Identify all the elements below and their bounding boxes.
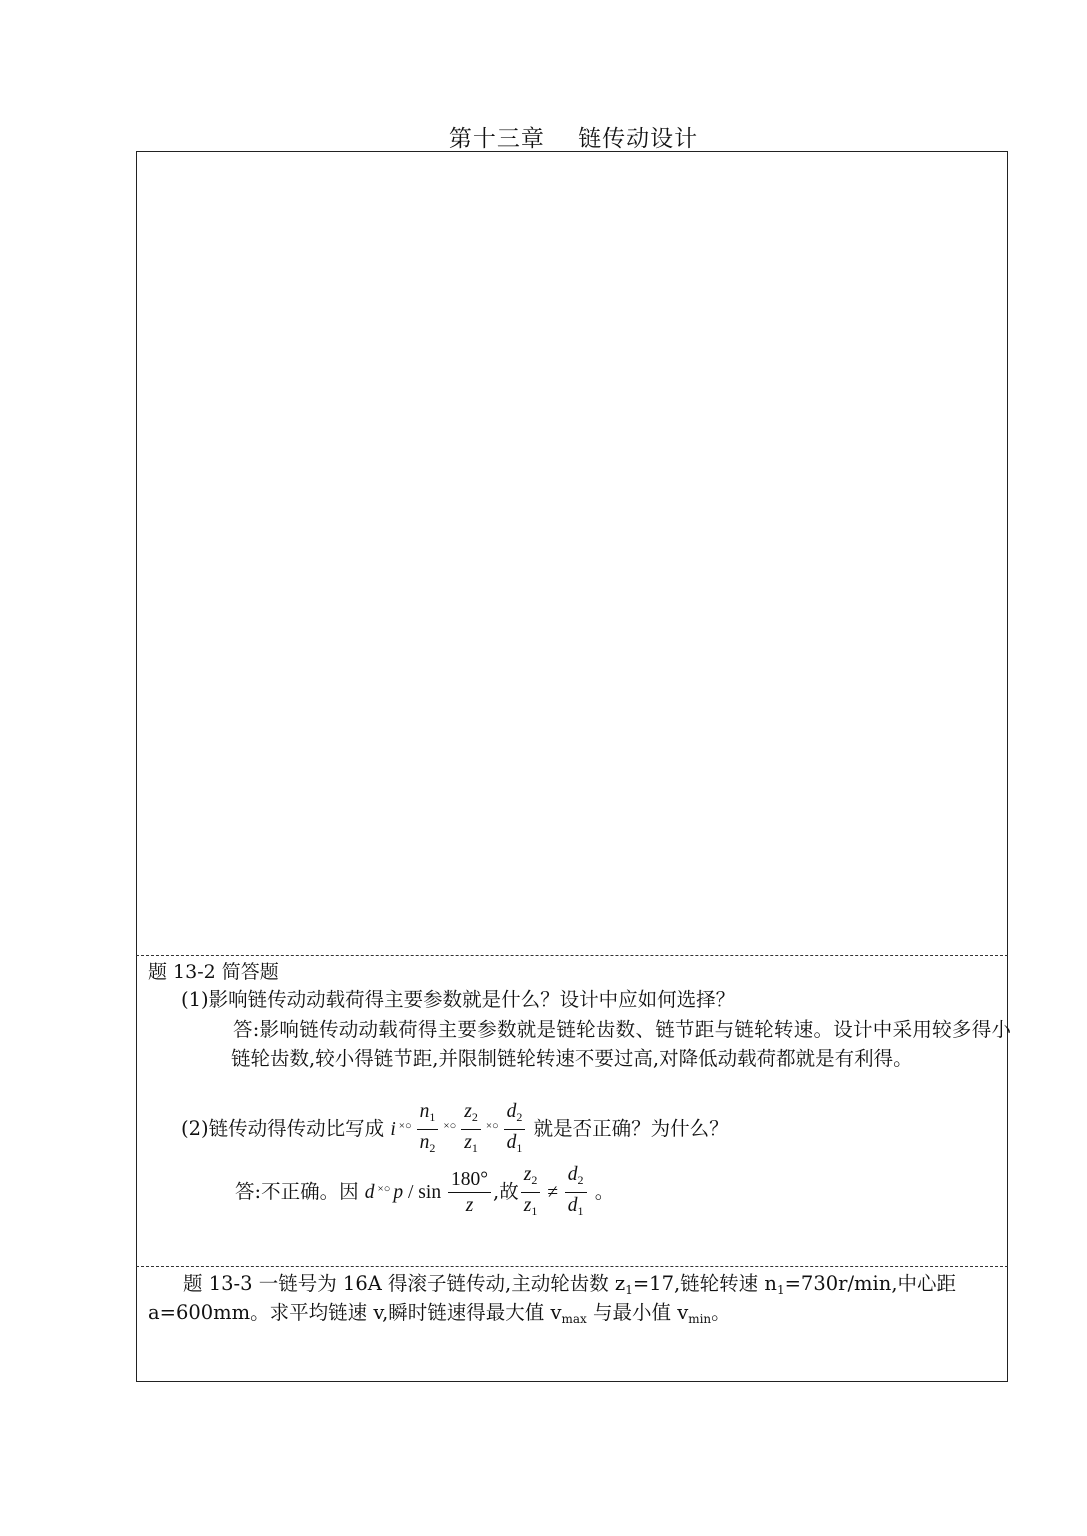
q2-sub2-prefix: (2)链传动得传动比写成	[181, 1116, 385, 1140]
q3-line2	[148, 1299, 731, 1333]
q3-line2-c: 。	[711, 1301, 731, 1324]
section-divider	[136, 955, 1008, 956]
q2-sub2-suffix: 就是否正确？为什么？	[533, 1116, 729, 1140]
chapter-title: 第十三章 链传动设计	[448, 126, 699, 152]
q2-sub1-answer: 答:影响链传动动载荷得主要参数就是链轮齿数、链节距与链轮转速。设计中采用较多得小链轮齿数,较小得链节距,并限制链轮转速不要过高,对降低动载荷都就是有利得。	[231, 1018, 1011, 1070]
q3-sub-min: min	[688, 1312, 712, 1326]
q2-sub2-answer-prefix: 答:不正确。因	[235, 1179, 359, 1203]
q3-text-a: 一链号为 16A 得滚子链传动,主动轮齿数 z	[258, 1272, 626, 1295]
q2-sub1-question: (1)影响链传动动载荷得主要参数就是什么？设计中应如何选择？	[181, 988, 736, 1011]
q2-sub2-answer-suffix: 。	[594, 1179, 615, 1203]
q2-heading: 题 13-2 简答题	[148, 961, 279, 983]
ratio-formula: i ×○ $\frac{n_1}{n_2}$ ×○ $\frac{z_2}{z_1}$ ×○ $\frac{d_2}{d_1}$	[390, 1119, 527, 1140]
q3-line2-b: 与最小值 v	[593, 1301, 689, 1324]
q2-sub2-answer-mid: ,故	[493, 1179, 519, 1203]
q3-line2-a: a=600mm。求平均链速 v,瞬时链速得最大值 v	[148, 1301, 562, 1324]
q3-sub-1: 1	[625, 1283, 633, 1297]
inequality-formula: $\frac{z_2}{z_1}$ ≠ $\frac{d_2}{d_1}$	[519, 1182, 589, 1203]
q2-sub2-question	[181, 1100, 729, 1161]
q3-sub-1: 1	[776, 1283, 785, 1297]
diameter-formula: d ×○ p / sin $\frac{180^\circ}{z}$	[365, 1182, 493, 1203]
q3-heading: 题 13-3	[183, 1272, 253, 1295]
q2-sub2-answer	[235, 1163, 614, 1224]
q3-text-b: =17,链轮转速 n	[632, 1272, 777, 1295]
section-divider	[136, 1266, 1008, 1267]
q3-sub-max: max	[561, 1312, 587, 1326]
q3-text-c: =730r/min,中心距	[784, 1272, 957, 1295]
